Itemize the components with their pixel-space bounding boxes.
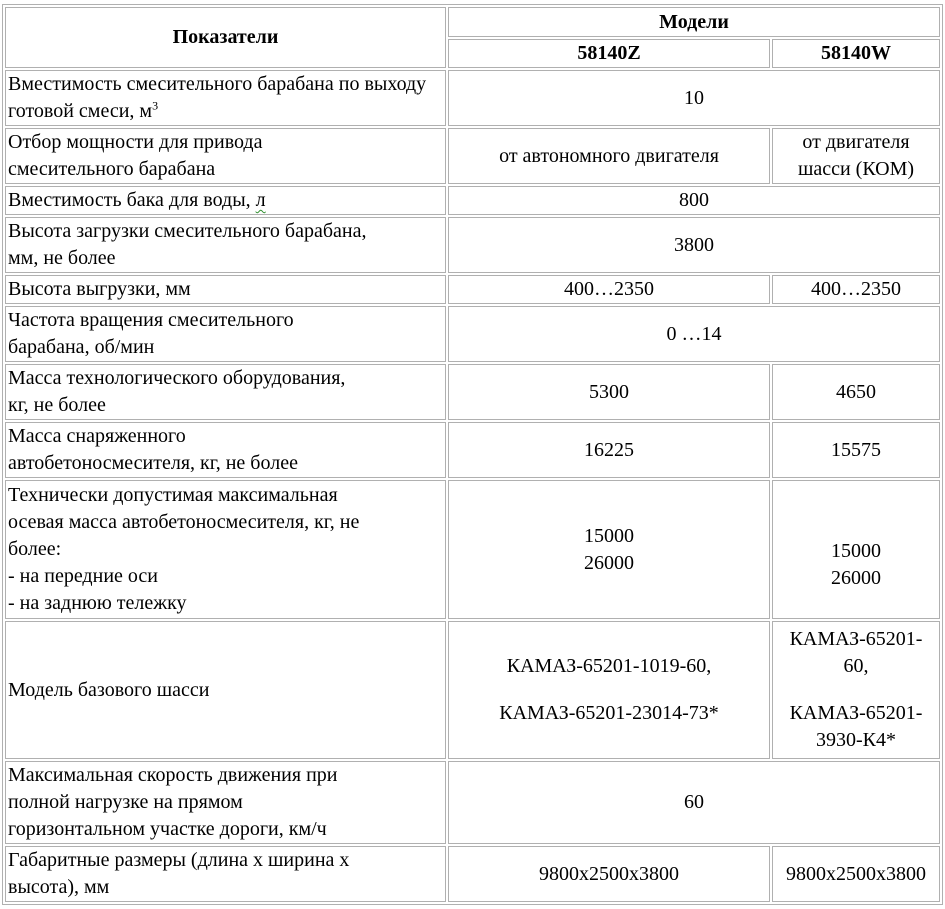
row-value-z: 9800х2500х3800 bbox=[448, 846, 770, 902]
row-value-w: 400…2350 bbox=[772, 275, 940, 304]
table-row bbox=[5, 621, 940, 759]
row-value-w bbox=[772, 480, 940, 619]
row-label bbox=[5, 306, 446, 362]
row-label-text: Вместимость бака для воды, bbox=[8, 189, 256, 211]
row-label bbox=[5, 186, 446, 215]
row-value-z: от автономного двигателя bbox=[448, 128, 770, 184]
value-line: 15000 bbox=[584, 524, 634, 547]
spacer bbox=[451, 680, 767, 700]
row-value-w: 9800х2500х3800 bbox=[772, 846, 940, 902]
row-label-unit: л bbox=[255, 189, 266, 211]
row-value-z bbox=[448, 480, 770, 619]
value-line: 3930-К4* bbox=[816, 729, 896, 751]
header-model-w: 58140W bbox=[772, 39, 940, 68]
row-label bbox=[5, 422, 446, 478]
label-line: кг, не более bbox=[8, 394, 106, 416]
row-value: 3800 bbox=[448, 217, 940, 273]
table-row bbox=[5, 217, 940, 273]
table-row bbox=[5, 846, 940, 902]
label-line: смесительного барабана bbox=[8, 158, 216, 180]
row-label-text: Вместимость смесительного барабана по выходу готовой смеси, м bbox=[8, 73, 427, 122]
spacer bbox=[775, 680, 937, 700]
table-row bbox=[5, 761, 940, 844]
table-row bbox=[5, 128, 940, 184]
label-line: Габаритные размеры (длина х ширина х bbox=[8, 849, 350, 871]
value-line: 26000 bbox=[584, 551, 634, 574]
value-line: КАМАЗ-65201-23014-73* bbox=[499, 702, 719, 724]
row-label bbox=[5, 70, 446, 126]
value-line: 26000 bbox=[831, 566, 881, 589]
label-line: полной нагрузке на прямом bbox=[8, 791, 243, 813]
row-value-w: 15575 bbox=[772, 422, 940, 478]
row-value-z: 400…2350 bbox=[448, 275, 770, 304]
table-row bbox=[5, 275, 940, 304]
label-line: автобетоносмесителя, кг, не более bbox=[8, 452, 298, 474]
label-line: мм, не более bbox=[8, 247, 116, 269]
label-line: барабана, об/мин bbox=[8, 336, 155, 358]
label-line: высота), мм bbox=[8, 876, 110, 898]
label-line: - на заднюю тележку bbox=[8, 592, 187, 614]
row-value: 0 …14 bbox=[448, 306, 940, 362]
value-line: от двигателя bbox=[802, 131, 910, 153]
header-row-1 bbox=[5, 7, 940, 37]
label-line: Высота загрузки смесительного барабана, bbox=[8, 220, 367, 242]
superscript: 3 bbox=[152, 98, 159, 113]
label-line: Масса снаряженного bbox=[8, 425, 186, 447]
label-line: более: bbox=[8, 538, 62, 560]
header-models: Модели bbox=[448, 7, 940, 37]
label-line: Технически допустимая максимальная bbox=[8, 484, 338, 506]
value-line: 15000 bbox=[831, 539, 881, 562]
table-row bbox=[5, 70, 940, 126]
table-row bbox=[5, 364, 940, 420]
table-row bbox=[5, 422, 940, 478]
header-indicators: Показатели bbox=[5, 7, 446, 68]
row-label bbox=[5, 846, 446, 902]
row-label: Модель базового шасси bbox=[5, 621, 446, 759]
row-value: 60 bbox=[448, 761, 940, 844]
row-label bbox=[5, 761, 446, 844]
table-row bbox=[5, 186, 940, 215]
value-line: шасси (КОМ) bbox=[797, 158, 915, 180]
value-line: КАМАЗ-65201-1019-60, bbox=[506, 655, 712, 677]
header-model-z: 58140Z bbox=[448, 39, 770, 68]
specs-table bbox=[2, 4, 943, 905]
value-line: КАМАЗ-65201- bbox=[789, 628, 923, 650]
label-line: Масса технологического оборудования, bbox=[8, 367, 346, 389]
row-value-w bbox=[772, 621, 940, 759]
row-value-z: 16225 bbox=[448, 422, 770, 478]
label-line: осевая масса автобетоносмесителя, кг, не bbox=[8, 511, 360, 533]
row-value-z bbox=[448, 621, 770, 759]
row-label: Высота выгрузки, мм bbox=[5, 275, 446, 304]
label-line: Частота вращения смесительного bbox=[8, 309, 294, 331]
row-label bbox=[5, 217, 446, 273]
row-value-w bbox=[772, 128, 940, 184]
label-line: горизонтальном участке дороги, км/ч bbox=[8, 818, 327, 840]
label-line: Отбор мощности для привода bbox=[8, 131, 263, 153]
row-label bbox=[5, 128, 446, 184]
label-line: Максимальная скорость движения при bbox=[8, 764, 338, 786]
label-line: - на передние оси bbox=[8, 565, 158, 587]
row-value: 800 bbox=[448, 186, 940, 215]
row-value-w: 4650 bbox=[772, 364, 940, 420]
table-row bbox=[5, 306, 940, 362]
row-value: 10 bbox=[448, 70, 940, 126]
row-value-z: 5300 bbox=[448, 364, 770, 420]
value-line: 60, bbox=[843, 655, 869, 677]
table-row bbox=[5, 480, 940, 619]
row-label bbox=[5, 364, 446, 420]
row-label bbox=[5, 480, 446, 619]
value-line: КАМАЗ-65201- bbox=[789, 702, 923, 724]
